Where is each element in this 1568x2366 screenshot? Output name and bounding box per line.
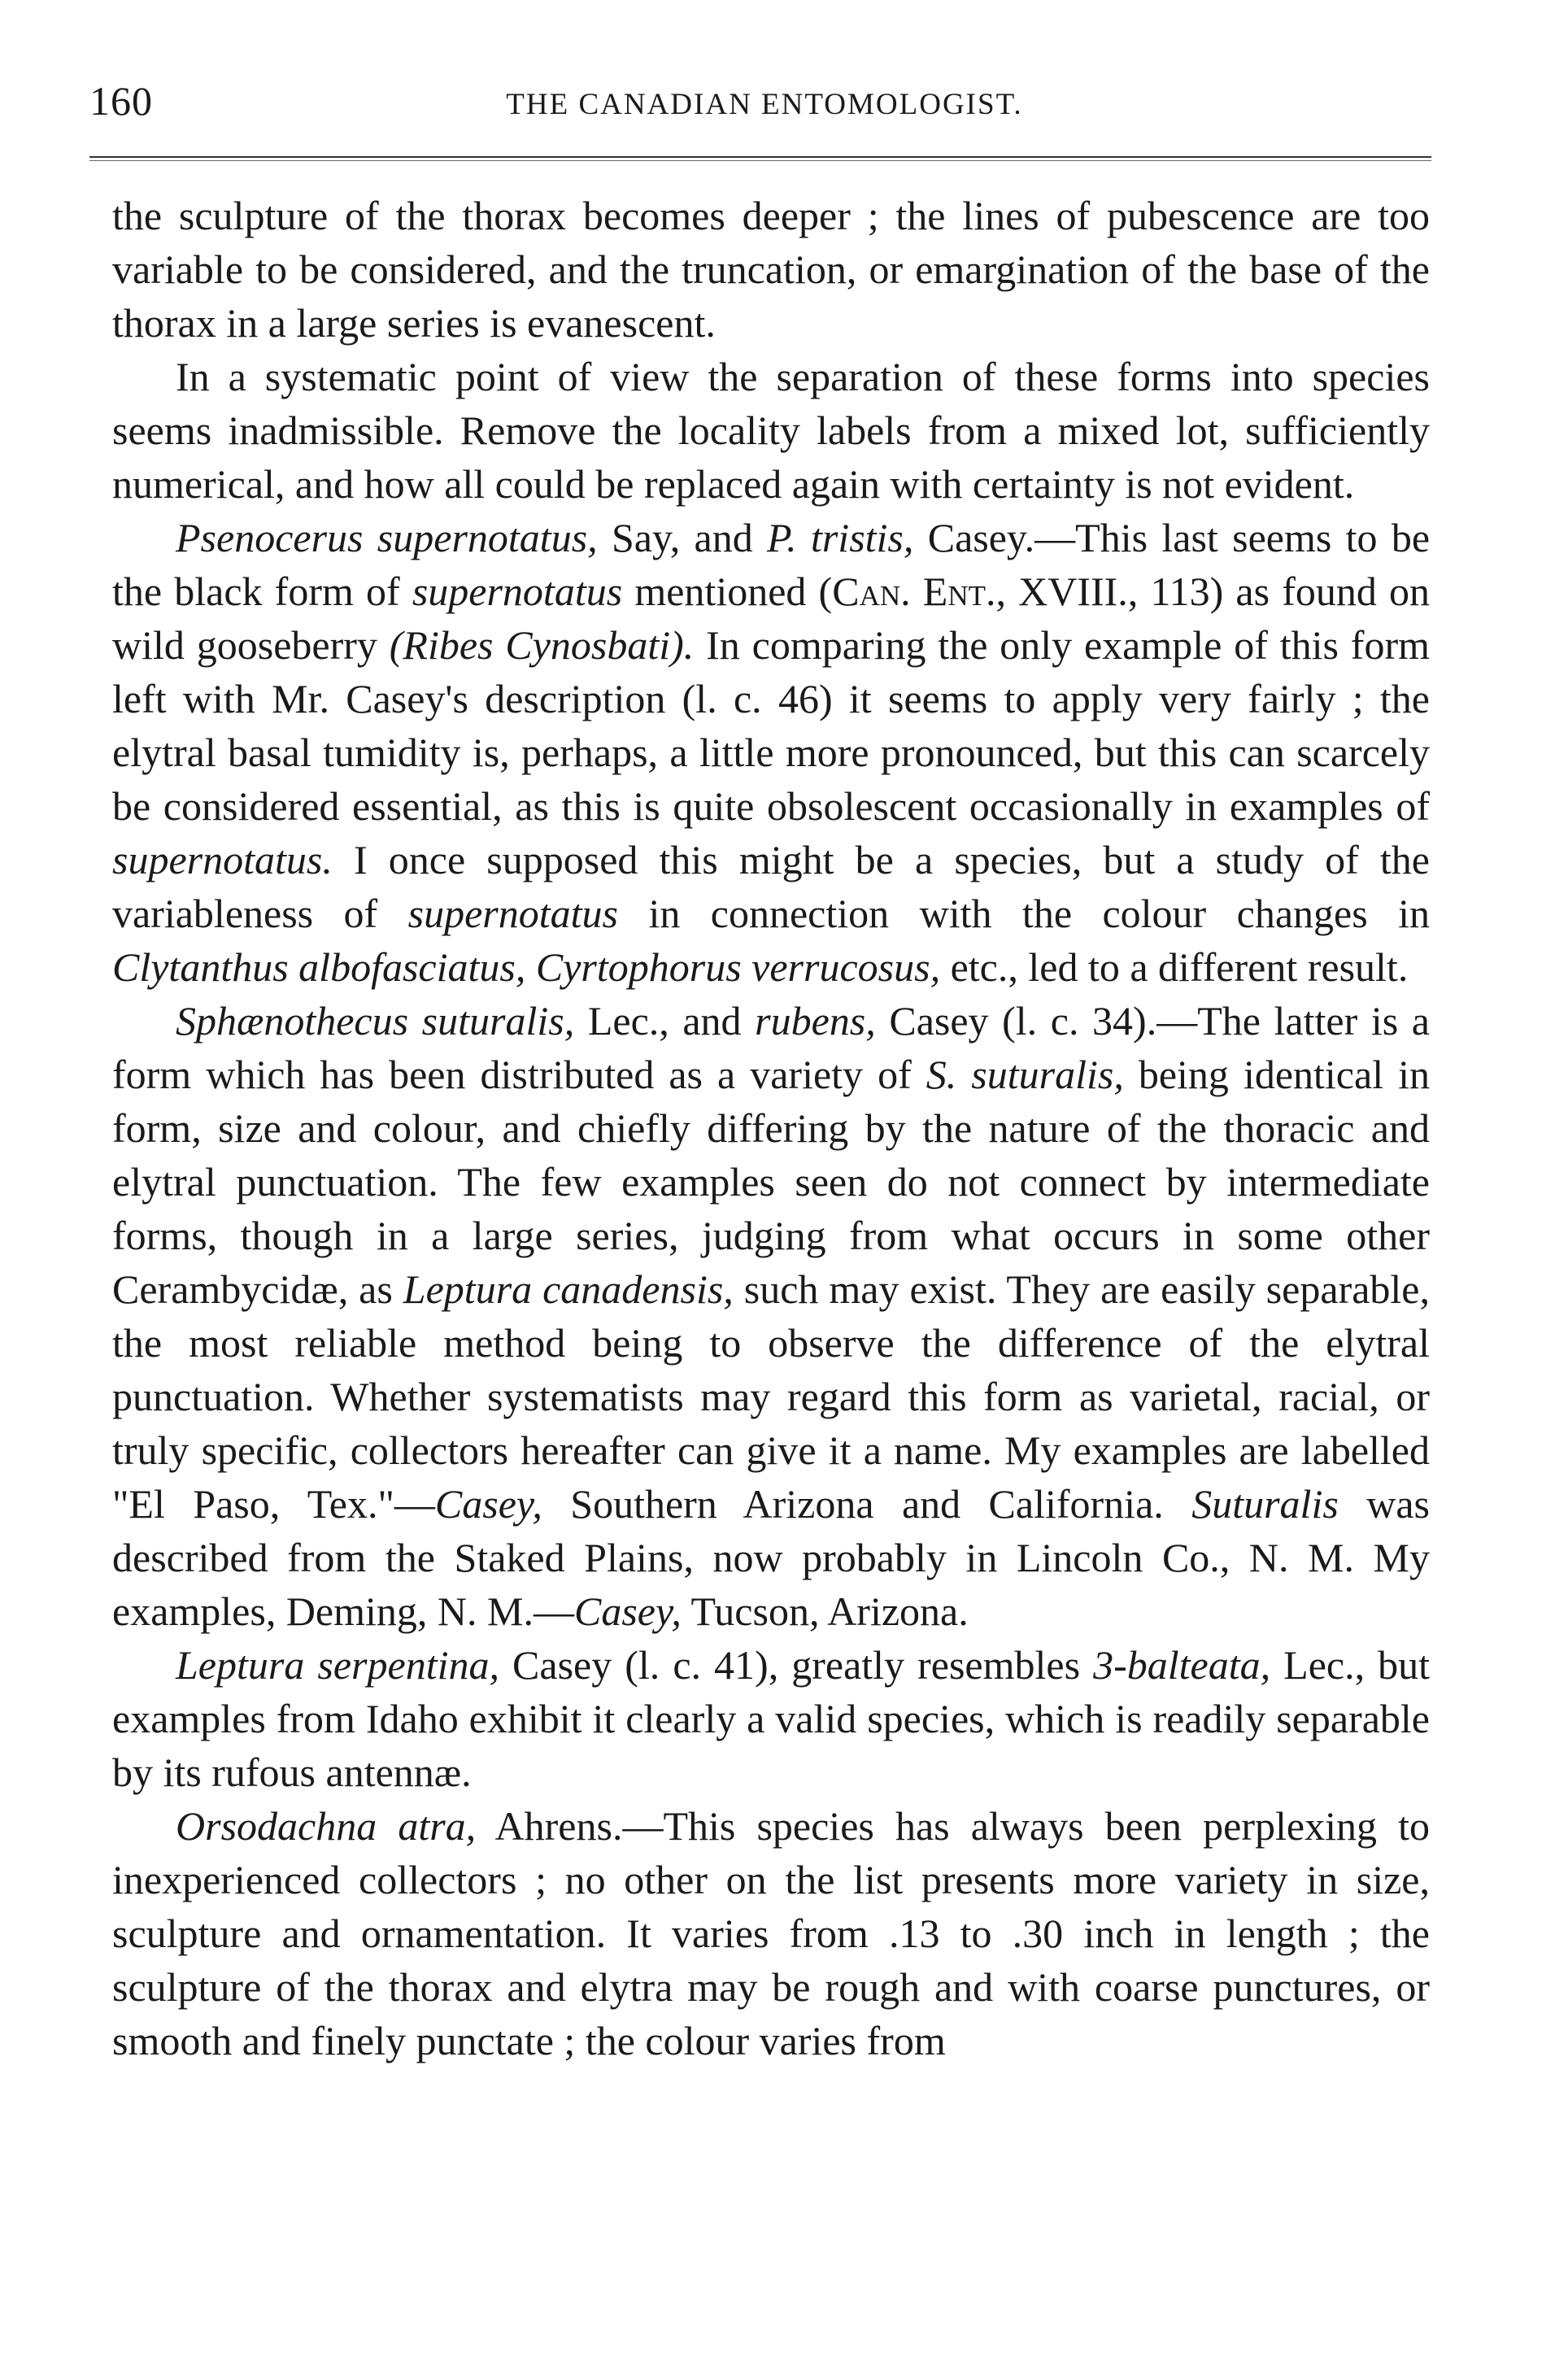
species-name: supernotatus. <box>112 837 333 882</box>
collector-name: Casey, <box>573 1588 682 1634</box>
species-name: supernotatus <box>407 891 619 936</box>
species-name: S. suturalis, <box>926 1052 1124 1097</box>
running-title: THE CANADIAN ENTOMOLOGIST. <box>506 88 1023 121</box>
species-name: Psenocerus supernotatus, <box>176 515 598 560</box>
paragraph-text: Say, and <box>597 515 768 560</box>
paragraph-text: Ahrens.—This species has always been perplexing to inexperienced collectors ; no other on the list presents more variety in size, sculpture and ornamentation. It varies from .13 to .30 inch in length ; the sculpture of the thorax and elytra may be rough and with coarse punctures, or smooth and finely punctate ; the colour varies from <box>112 1803 1430 2063</box>
paragraph-text: in connection with the colour changes in <box>618 891 1430 936</box>
journal-citation: Can. Ent. <box>832 569 996 614</box>
header-rule-thin <box>89 160 1431 161</box>
species-name: Sphænothecus suturalis, <box>176 998 575 1044</box>
species-name: Suturalis <box>1191 1481 1339 1527</box>
species-name: Leptura canadensis, <box>403 1266 734 1312</box>
paragraph-text: In a systematic point of view the separation of these forms into species seems inadmissible. Remove the locality labels from a mixed lot, sufficiently numerical, and how all could be replaced again with certainty is not evident. <box>112 354 1430 507</box>
paragraph-text: Lec., but examples from Idaho exhibit it clearly a valid species, which is readily separable by its rufous antennæ. <box>112 1642 1431 1795</box>
paragraph-text: Casey (l. c. 41), greatly resembles <box>499 1642 1094 1688</box>
species-name: (Ribes Cynosbati). <box>389 622 695 668</box>
species-name: P. tristis, <box>767 515 914 560</box>
paragraph-text: mentioned ( <box>622 569 833 614</box>
paragraph-text: Casey (l. c. 34).—The latter is a form which has been distributed as a variety of <box>112 998 1430 1097</box>
paragraph-thorax-sculpture <box>112 189 1430 350</box>
paragraph-text: Casey.—This last seems to be the black form of <box>112 515 1431 614</box>
body-text <box>112 189 1430 2068</box>
paragraph-orsodachna <box>112 1799 1430 2068</box>
species-name: Leptura serpentina, <box>176 1642 499 1688</box>
page-number: 160 <box>89 78 153 124</box>
paragraph-psenocerus <box>112 511 1430 994</box>
page-header <box>89 77 1440 142</box>
species-name: supernotatus <box>412 569 623 614</box>
paragraph-text: In comparing the only example of this form left with Mr. Casey's description (l. c. 46) it seems to apply very fairly ; the elytral basal tumidity is, perhaps, a little more pronounced, but this can scarcely be considered essential, as this is quite obsolescent occasionally in examples of <box>112 622 1430 829</box>
paragraph-text: I once supposed this might be a species, but a study of the variableness of <box>112 837 1430 936</box>
paragraph-text: the sculpture of the thorax becomes deeper ; the lines of pubescence are too variable to be considered, and the truncation, or emargination of the base of the thorax in a large series is evanescent. <box>112 193 1430 346</box>
paragraph-text: was described from the Staked Plains, now probably in Lincoln Co., N. M. My examples, Deming, N. M.— <box>112 1481 1430 1634</box>
paragraph-systematic-view <box>112 350 1430 511</box>
paragraph-sphaenothecus <box>112 994 1430 1638</box>
paragraph-leptura <box>112 1638 1430 1799</box>
paragraph-text: , XVIII., 113) as found on wild gooseberry <box>112 569 1431 668</box>
species-name: rubens, <box>755 998 876 1044</box>
species-name: Clytanthus albofasciatus, Cyrtophorus verrucosus, <box>112 944 941 990</box>
paragraph-text: Tucson, Arizona. <box>681 1588 969 1634</box>
paragraph-text: etc., led to a different result. <box>940 944 1409 990</box>
header-rule <box>89 156 1431 158</box>
paragraph-text: such may exist. They are easily separable, the most reliable method being to observe the difference of the elytral punctuation. Whether systematists may regard this form as varietal, racial, or truly specific, collectors hereafter can give it a name. My examples are labelled "El Paso, Tex."— <box>112 1266 1430 1527</box>
species-name: 3-balteata, <box>1093 1642 1271 1688</box>
species-name: Orsodachna atra, <box>176 1803 477 1849</box>
paragraph-text: Southern Arizona and California. <box>542 1481 1192 1527</box>
collector-name: Casey, <box>434 1481 542 1527</box>
paragraph-text: Lec., and <box>574 998 756 1044</box>
paragraph-text: being identical in form, size and colour, and chiefly differing by the nature of the thoracic and elytral punctuation. The few examples seen do not connect by intermediate forms, though in a large series, judging from what occurs in some other Cerambycidæ, as <box>112 1052 1430 1312</box>
